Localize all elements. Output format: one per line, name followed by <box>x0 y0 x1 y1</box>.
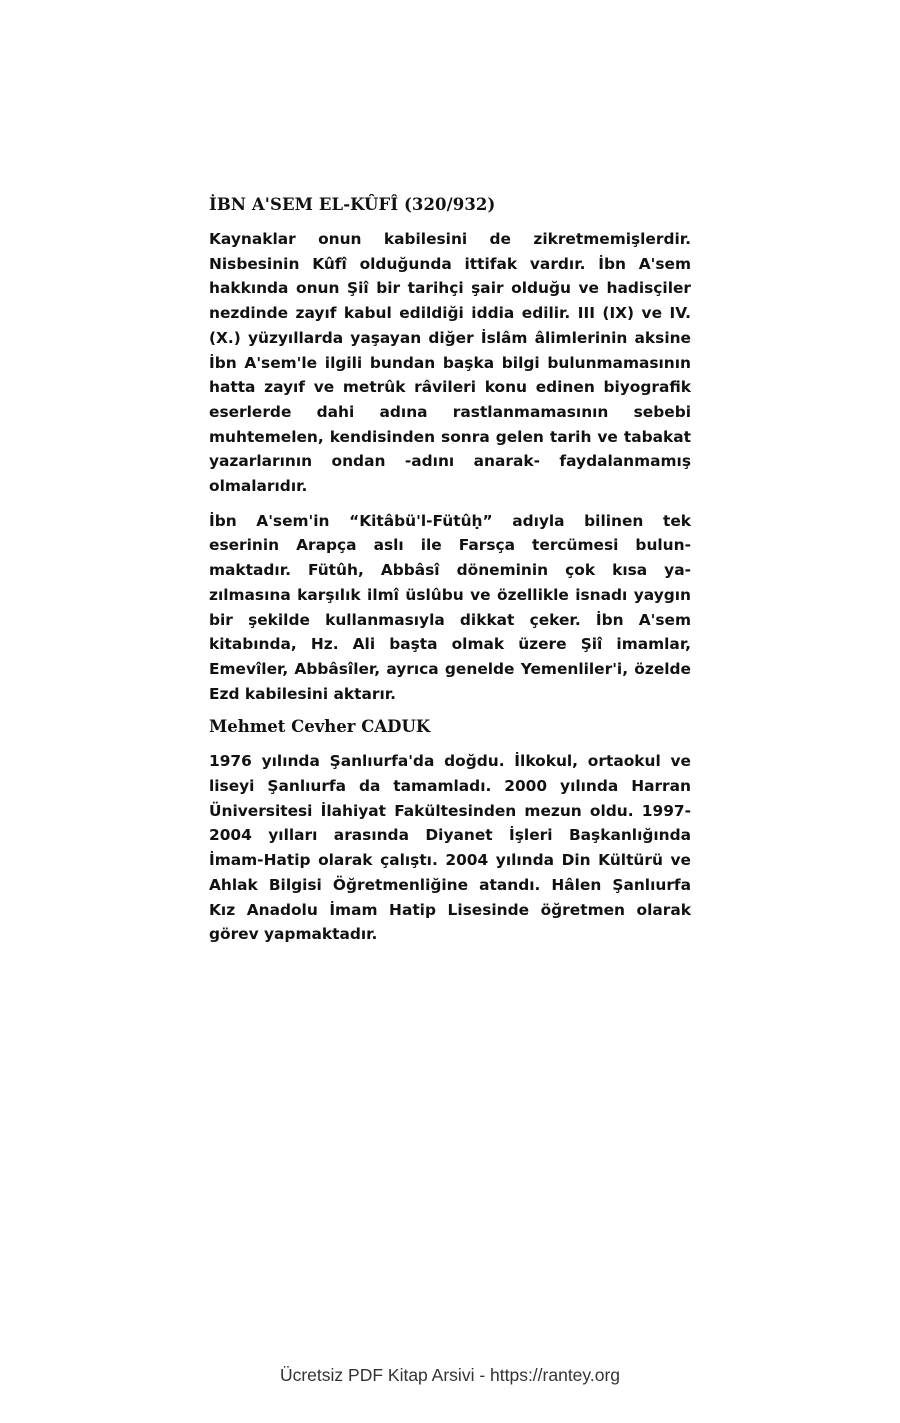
article-paragraph-1: Kaynaklar onun kabilesini de zikretmemişlerdir. Nisbesinin Kûfî olduğunda ittifak vardır. İbn A'sem hakkında onun Şiî bir tarihçi şair olduğu ve hadisçiler nezdinde zayıf kabul edildiği iddia edilir. III (IX) ve IV. (X.) yüzyıllarda yaşayan diğer İslâm âlimlerinin aksine İbn A'sem'le ilgili bundan başka bilgi bulunmamasının hatta zayıf ve metrûk râvileri konu edinen biyografik eserlerde dahi adına rastlanmamasının sebebi muhtemelen, kendisinden sonra gelen tarih ve tabakat yazarlarının ondan -adını anarak- faydalanmamış olmalarıdır. <box>209 230 691 496</box>
page-content <box>209 194 691 957</box>
author-bio: 1976 yılında Şanlıurfa'da doğdu. İlkokul, ortaokul ve liseyi Şanlıurfa da tamamladı. 2000 yılında Harran Üniversitesi İlahiyat Fakültesinden mezun oldu. 1997-2004 yılları arasında Diyanet İşleri Başkanlığında İmam-Hatip olarak çalıştı. 2004 yılında Din Kültürü ve Ahlak Bilgisi Öğretmenliğine atandı. Hâlen Şanlıurfa Kız Anadolu İmam Hatip Lisesinde öğretmen olarak görev yapmaktadır. <box>209 752 691 944</box>
article-title: İBN A'SEM EL-KÛFÎ (320/932) <box>209 195 496 214</box>
footer-link-text[interactable]: Ücretsiz PDF Kitap Arsivi - https://rantey.org <box>279 1365 621 1385</box>
author-name: Mehmet Cevher CADUK <box>209 717 431 737</box>
article-paragraph-2: İbn A'sem'in “Kitâbü'l-Fütûḥ” adıyla bilinen tek eserinin Arapça aslı ile Farsça tercümesi bulunmaktadır. Fütûh, Abbâsî döneminin çok kısa yazılmasına karşılık ilmî üslûbu ve özellikle isnadı yaygın bir şekilde kullanmasıyla dikkat çeker. İbn A'sem kitabında, Hz. Ali başta olmak üzere Şiî imamlar, Emevîler, Abbâsîler, ayrıca genelde Yemenliler'i, özelde Ezd kabilesini aktarır. <box>209 511 691 703</box>
